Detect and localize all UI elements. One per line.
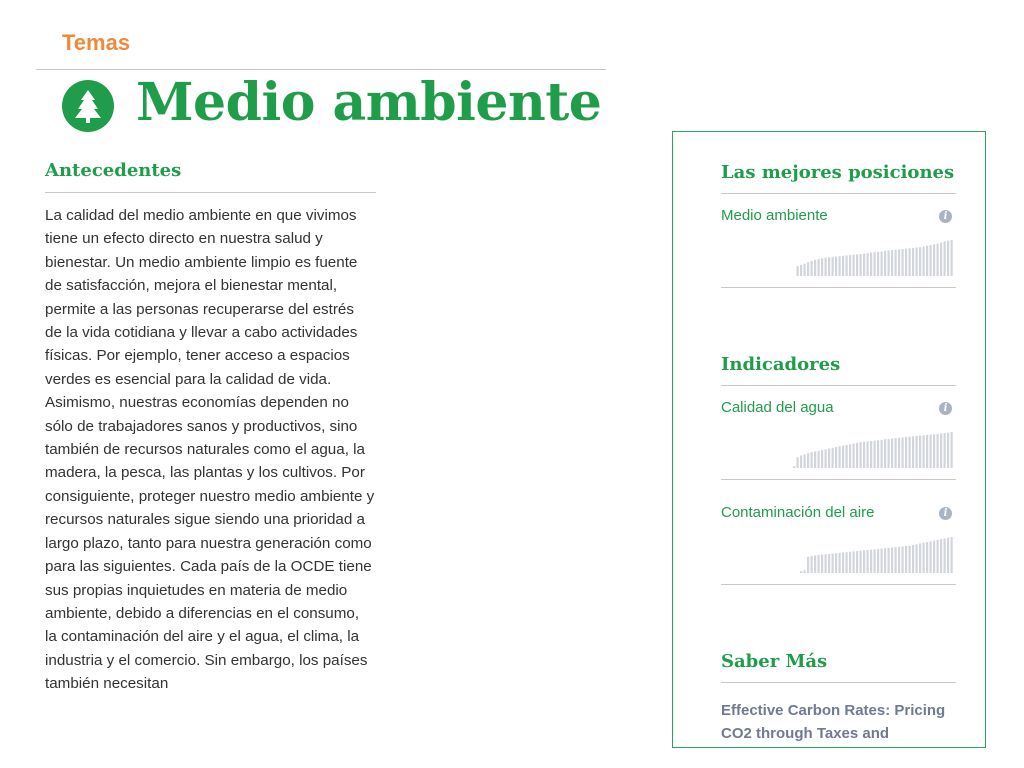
sparkline-bar <box>926 542 928 573</box>
sparkline-bar <box>937 540 939 573</box>
sparkline-bar <box>877 252 879 276</box>
sparkline-bar <box>919 247 921 276</box>
sparkline-bar <box>905 437 907 468</box>
sparkline-bar <box>828 449 830 468</box>
sparkline-bar <box>804 264 806 276</box>
sparkline-bar <box>849 444 851 468</box>
sparkline-bar <box>888 250 890 276</box>
sparkline-bar <box>874 441 876 468</box>
sparkline-bar <box>849 552 851 573</box>
sparkline-bar <box>846 552 848 573</box>
sparkline-bar <box>863 550 865 573</box>
sparkline-bar <box>916 544 918 573</box>
sparkline-bar <box>940 433 942 468</box>
sparkline-bar <box>923 543 925 573</box>
divider <box>721 193 956 194</box>
sparkline-bar <box>814 260 816 276</box>
sparkline-bar <box>856 551 858 573</box>
sparkline-bar <box>895 547 897 573</box>
sparkline-bar <box>951 537 953 573</box>
sparkline-bar <box>891 250 893 276</box>
sparkline-bar <box>825 449 827 468</box>
sparkline-bar <box>832 448 834 468</box>
sparkline-bar <box>951 432 953 468</box>
sparkline-bar <box>821 258 823 276</box>
body-paragraph: La calidad del medio ambiente en que vivimos tiene un efecto directo en nuestra salud y bienestar. Un medio ambiente limpio es fuente de satisfacción, mejora el bienestar mental, permite a las personas recuperarse del estrés de la vida cotidiana y llevar a cabo actividades físicas. Por ejemplo, tener acceso a espacios verdes es esencial para la calidad de vida. Asimismo, nuestras economías dependen no sólo de trabajadores sanos y productivos, sino también de recursos naturales como el agua, la madera, la pesca, las plantas y los cultivos. Por consiguiente, proteger nuestro medio ambiente y recursos naturales sigue siendo una prioridad a largo plazo, tanto para nuestra generación como para las siguientes. Cada país de la OCDE tiene sus propias inquietudes en materia de medio ambiente, debido a diferencias en el consumo, la contaminación del aire y el agua, el clima, la industria y el comercio. Sin embargo, los países también necesitan <box>45 207 375 693</box>
heading-saber-mas: Saber Más <box>721 651 828 672</box>
sparkline-bar <box>832 554 834 573</box>
sparkline-bar <box>944 433 946 468</box>
sparkline-bar <box>947 433 949 468</box>
sparkline-bar <box>818 555 820 573</box>
sparkline-bar <box>797 266 799 276</box>
sparkline-bar <box>881 440 883 468</box>
sparkline-bar <box>867 253 869 276</box>
sparkline-bar <box>923 246 925 276</box>
divider <box>721 287 956 288</box>
sparkline-bar <box>811 452 813 468</box>
sparkline-bar <box>874 549 876 573</box>
sparkline-bar <box>807 557 809 573</box>
sparkline-bar <box>839 256 841 276</box>
sparkline-bar <box>891 547 893 573</box>
section-divider <box>45 192 376 193</box>
sparkline-bar <box>846 445 848 468</box>
sparkline-bar <box>877 549 879 573</box>
sparkline-bar <box>912 248 914 276</box>
sparkline-medio-ambiente <box>721 238 954 276</box>
breadcrumb-temas[interactable]: Temas <box>62 30 131 55</box>
sparkline-bar <box>940 243 942 276</box>
sparkline-bar <box>881 549 883 573</box>
sparkline-bar <box>933 434 935 468</box>
sparkline-contaminacion-aire <box>721 535 954 573</box>
sparkline-bar <box>944 241 946 276</box>
sparkline-bar <box>860 442 862 468</box>
sparkline-bar <box>874 252 876 276</box>
sparkline-bar <box>944 538 946 573</box>
sparkline-bar <box>895 438 897 468</box>
info-icon[interactable]: i <box>939 402 952 415</box>
sparkline-bar <box>923 435 925 468</box>
sparkline-bar <box>891 438 893 468</box>
sparkline-bar <box>867 441 869 468</box>
sparkline-bar <box>811 556 813 573</box>
sparkline-calidad-agua <box>721 430 954 468</box>
sparkline-bar <box>860 551 862 573</box>
sparkline-bar <box>849 255 851 276</box>
sparkline-bar <box>926 435 928 468</box>
sparkline-bar <box>807 453 809 468</box>
sparkline-bar <box>884 548 886 573</box>
sparkline-bar <box>797 457 799 468</box>
sparkline-bar <box>828 257 830 276</box>
sparkline-bar <box>804 570 806 573</box>
sparkline-bar <box>909 546 911 573</box>
sparkline-bar <box>839 553 841 573</box>
sparkline-bar <box>793 466 795 468</box>
sparkline-bar <box>898 547 900 573</box>
sparkline-bar <box>811 261 813 276</box>
sparkline-bar <box>933 541 935 573</box>
sparkline-bar <box>800 571 802 573</box>
sparkline-bar <box>818 259 820 276</box>
sparkline-bar <box>853 255 855 276</box>
sparkline-bar <box>947 241 949 276</box>
sparkline-bar <box>902 249 904 276</box>
divider <box>721 385 956 386</box>
sparkline-bar <box>821 450 823 468</box>
sparkline-bar <box>895 250 897 276</box>
sparkline-bar <box>870 441 872 468</box>
sparkline-bar <box>842 256 844 276</box>
sparkline-bar <box>807 262 809 276</box>
section-heading-antecedentes: Antecedentes <box>45 160 182 181</box>
sparkline-bar <box>835 447 837 468</box>
sparkline-bar <box>870 253 872 276</box>
sparkline-bar <box>947 538 949 573</box>
sparkline-bar <box>930 245 932 276</box>
link-effective-carbon-rates[interactable]: Effective Carbon Rates: Pricing CO2 through Taxes and <box>721 702 946 742</box>
sparkline-bar <box>940 539 942 573</box>
sparkline-bar <box>800 265 802 276</box>
sparkline-bar <box>870 550 872 573</box>
divider <box>721 479 956 480</box>
sparkline-bar <box>881 252 883 276</box>
sparkline-bar <box>835 553 837 573</box>
sparkline-bar <box>884 439 886 468</box>
sparkline-bar <box>937 434 939 468</box>
sparkline-bar <box>930 541 932 573</box>
sparkline-bar <box>930 435 932 468</box>
sparkline-bar <box>842 552 844 573</box>
sparkline-bar <box>867 550 869 573</box>
indicator-label-contaminacion-aire[interactable]: Contaminación del aire <box>721 504 875 521</box>
sparkline-bar <box>912 545 914 573</box>
sidebar-panel <box>672 131 986 748</box>
sparkline-bar <box>832 257 834 276</box>
info-icon[interactable]: i <box>939 507 952 520</box>
sparkline-bar <box>912 436 914 468</box>
sparkline-bar <box>916 248 918 276</box>
sparkline-bar <box>933 244 935 276</box>
sparkline-bar <box>853 551 855 573</box>
sparkline-bar <box>905 249 907 276</box>
sparkline-bar <box>856 254 858 276</box>
indicator-label-calidad-agua[interactable]: Calidad del agua <box>721 399 834 416</box>
sparkline-bar <box>902 437 904 468</box>
sparkline-bar <box>825 554 827 573</box>
breadcrumb-divider <box>36 69 606 70</box>
sparkline-bar <box>916 436 918 468</box>
sparkline-bar <box>814 555 816 573</box>
heading-best-positions: Las mejores posiciones <box>721 162 955 183</box>
tree-icon <box>62 80 114 132</box>
sparkline-bar <box>860 254 862 276</box>
sparkline-bar <box>902 546 904 573</box>
indicator-label-medio-ambiente[interactable]: Medio ambiente <box>721 207 828 224</box>
sparkline-bar <box>919 543 921 573</box>
sparkline-bar <box>884 251 886 276</box>
sparkline-bar <box>909 437 911 468</box>
sparkline-bar <box>818 451 820 468</box>
sparkline-bar <box>835 257 837 276</box>
sparkline-bar <box>898 438 900 468</box>
sparkline-bar <box>839 446 841 468</box>
divider <box>721 682 956 683</box>
sparkline-bar <box>877 440 879 468</box>
sparkline-bar <box>814 451 816 468</box>
sparkline-bar <box>951 240 953 276</box>
sparkline-bar <box>926 246 928 276</box>
page-title: Medio ambiente <box>136 72 602 133</box>
sparkline-bar <box>842 446 844 468</box>
sparkline-bar <box>863 254 865 276</box>
sparkline-bar <box>888 439 890 468</box>
sparkline-bar <box>846 255 848 276</box>
sparkline-bar <box>821 555 823 573</box>
sparkline-bar <box>863 442 865 468</box>
sparkline-bar <box>856 443 858 468</box>
sparkline-bar <box>800 455 802 468</box>
sparkline-bar <box>919 436 921 468</box>
info-icon[interactable]: i <box>939 210 952 223</box>
sparkline-bar <box>905 546 907 573</box>
sparkline-bar <box>909 248 911 276</box>
divider <box>721 584 956 585</box>
sparkline-bar <box>804 454 806 468</box>
sparkline-bar <box>853 444 855 468</box>
sparkline-bar <box>898 249 900 276</box>
sparkline-bar <box>888 548 890 573</box>
sparkline-bar <box>825 258 827 276</box>
heading-indicadores: Indicadores <box>721 354 841 375</box>
sparkline-bar <box>937 244 939 276</box>
sparkline-bar <box>828 554 830 573</box>
